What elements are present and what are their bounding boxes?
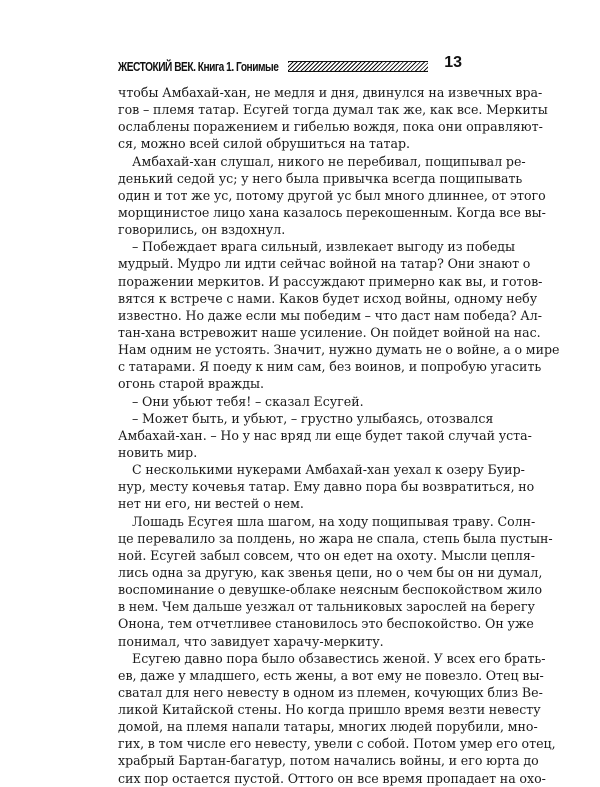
text-line: ослаблены поражением и гибелью вождя, пока они оправляют- [118, 119, 543, 135]
text-line: вятся к встрече с нами. Каков будет исход войны, одному небу [118, 290, 538, 306]
text-line: ликой Китайской стены. Но когда пришло время везти невесту [118, 702, 541, 718]
text-line: огонь старой вражды. [118, 376, 265, 392]
text-line: – Может быть, и убьют, – грустно улыбаясь, отозвался [132, 410, 494, 426]
text-line: храбрый Бартан-багатур, потом начались войны, и его юрта до [118, 753, 539, 769]
text-line: воспоминание о девушке-облаке неясным беспокойством жило [118, 582, 543, 598]
text-line: говорились, он вздохнул. [118, 222, 286, 238]
text-line: ев, даже у младшего, есть жены, а вот ему не повезло. Отец вы- [118, 667, 544, 683]
text-line: С несколькими нукерами Амбахай-хан уехал к озеру Буир- [132, 462, 525, 478]
running-header-title: ЖЕСТОКИЙ ВЕК. Книга 1. Гонимые [118, 58, 279, 74]
text-line: ся, можно всей силой обрушиться на татар. [118, 136, 411, 152]
text-line: один и тот же ус, потому другой ус был много длиннее, от этого [118, 187, 546, 203]
text-line: известно. Но даже если мы победим – что даст нам победа? Ал- [118, 307, 543, 323]
text-line: Нам одним не устоять. Значит, нужно думать не о войне, а о мире [118, 342, 560, 358]
text-line: гих, в том числе его невесту, увели с собой. Потом умер его отец, [118, 736, 556, 752]
text-line: домой, на племя напали татары, многих людей порубили, мно- [118, 719, 538, 735]
text-line: лись одна за другую, как звенья цепи, но о чем бы он ни думал, [118, 564, 543, 580]
text-line: поражении меркитов. И рассуждают примерно как вы, и готов- [118, 273, 543, 289]
text-line: в нем. Чем дальше уезжал от тальниковых зарослей на берегу [118, 599, 535, 615]
body-text [118, 84, 560, 787]
text-line: денький седой ус; у него была привычка всегда пощипывать [118, 170, 523, 186]
text-line: – Побеждает врага сильный, извлекает выгоду из победы [132, 239, 516, 255]
text-line: мудрый. Мудро ли идти сейчас войной на татар? Они знают о [118, 256, 531, 272]
text-line: ной. Есугей забыл совсем, что он едет на охоту. Мысли цепля- [118, 547, 536, 563]
text-line: Онона, тем отчетливее становилось это беспокойство. Он уже [118, 616, 534, 632]
text-line: гов – племя татар. Есугей тогда думал так же, как все. Меркиты [118, 102, 548, 118]
text-line: нет ни его, ни вестей о нем. [118, 496, 304, 512]
text-line: Амбахай-хан слушал, никого не перебивал, пощипывал ре- [132, 153, 526, 169]
text-line: морщинистое лицо хана казалось перекошенным. Когда все вы- [118, 204, 546, 220]
text-line: чтобы Амбахай-хан, не медля и дня, двинулся на извечных вра- [118, 85, 543, 100]
text-line: нур, месту кочевья татар. Ему давно пора бы возвратиться, но [118, 479, 535, 495]
text-line: тан-хана встревожит наше усиление. Он пойдет войной на нас. [118, 324, 541, 340]
running-header [118, 56, 462, 76]
text-line: Амбахай-хан. – Но у нас вряд ли еще будет такой случай уста- [118, 427, 532, 443]
text-line: це перевалило за полдень, но жара не спала, степь была пустын- [118, 530, 553, 546]
text-line: Лошадь Есугея шла шагом, на ходу пощипывая траву. Солн- [132, 513, 536, 529]
header-decorative-rule [288, 61, 428, 72]
text-line: понимал, что завидует харачу-меркиту. [118, 633, 384, 649]
text-line: сих пор остается пустой. Оттого он все время пропадает на охо- [118, 770, 546, 786]
page-number: 13 [444, 54, 462, 71]
text-line: с татарами. Я поеду к ним сам, без воинов, и попробую угасить [118, 359, 542, 375]
text-line: Есугею давно пора было обзавестись женой. У всех его брать- [132, 650, 546, 666]
text-line: – Они убьют тебя! – сказал Есугей. [132, 393, 364, 409]
text-line: новить мир. [118, 444, 198, 460]
text-line: сватал для него невесту в одном из племен, кочующих близ Ве- [118, 684, 543, 700]
